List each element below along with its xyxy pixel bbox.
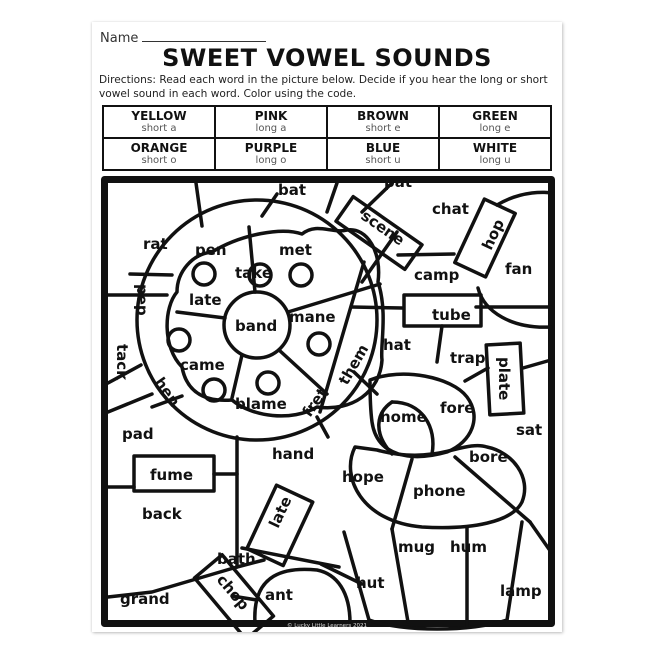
word-pat[interactable]: pat [384,173,413,191]
word-hat[interactable]: hat [383,336,411,354]
color-name: GREEN [472,108,518,123]
vowel-sound: short u [365,154,401,166]
word-fan[interactable]: fan [505,260,533,278]
word-late[interactable]: late [189,291,222,309]
vowel-sound: long e [479,122,511,134]
word-take[interactable]: take [235,264,273,282]
word-them[interactable]: them [334,341,373,388]
name-label: Name [100,31,139,46]
word-back[interactable]: back [142,505,182,523]
word-scene[interactable]: scene [357,206,409,250]
vowel-sound: long u [479,154,511,166]
word-hand[interactable]: hand [272,445,315,463]
word-sat[interactable]: sat [516,421,543,439]
word-late-box[interactable]: late [265,493,296,531]
color-name: YELLOW [131,108,187,123]
word-chat[interactable]: chat [432,200,469,218]
word-fore[interactable]: fore [440,399,475,417]
word-tube[interactable]: tube [432,306,471,324]
word-mug[interactable]: mug [398,538,436,556]
word-bath[interactable]: bath [217,550,256,568]
vowel-sound: long o [255,154,287,166]
word-fret[interactable]: fret [298,384,332,421]
word-bat[interactable]: bat [278,181,307,199]
vowel-sound: short o [141,154,177,166]
word-home[interactable]: home [380,408,427,426]
word-mane[interactable]: mane [289,308,336,326]
word-chop[interactable]: chop [212,571,253,614]
word-hut[interactable]: hut [356,574,385,592]
word-grand[interactable]: grand [120,590,170,608]
word-ant[interactable]: ant [265,586,293,604]
vowel-sound: short a [141,122,177,134]
word-pad[interactable]: pad [122,425,154,443]
word-camp[interactable]: camp [414,266,460,284]
word-pen[interactable]: pen [195,241,227,259]
color-name: BROWN [357,108,409,123]
vowel-sound: long a [255,122,287,134]
word-hop[interactable]: hop [478,216,509,253]
word-came[interactable]: came [180,356,225,374]
word-hen[interactable]: hen [150,373,184,411]
word-tack[interactable]: tack [113,344,131,381]
color-name: PURPLE [244,140,298,155]
word-pep[interactable]: pep [133,284,151,316]
word-fume[interactable]: fume [150,466,194,484]
directions-text: Directions: Read each word in the picture below. Decide if you hear the long or short vowel sound in each word. Color using the code. [99,74,548,100]
color-name: WHITE [472,140,518,155]
word-band[interactable]: band [235,317,278,335]
color-name: ORANGE [130,140,188,155]
word-hum[interactable]: hum [450,538,487,556]
coloring-picture[interactable] [92,22,562,632]
vowel-sound: short e [365,122,401,134]
color-name: BLUE [365,140,401,155]
worksheet-title: SWEET VOWEL SOUNDS [162,44,492,72]
word-blame[interactable]: blame [235,395,287,413]
word-plate[interactable]: plate [495,357,513,401]
word-trap[interactable]: trap [450,349,486,367]
word-bore[interactable]: bore [469,448,508,466]
word-rat[interactable]: rat [143,235,168,253]
word-lamp[interactable]: lamp [500,582,542,600]
worksheet-page [92,22,562,632]
color-name: PINK [254,108,288,123]
word-hope[interactable]: hope [342,468,384,486]
word-phone[interactable]: phone [413,482,466,500]
copyright-text: © Lucky Little Learners 2021 [287,623,367,629]
word-met[interactable]: met [279,241,312,259]
